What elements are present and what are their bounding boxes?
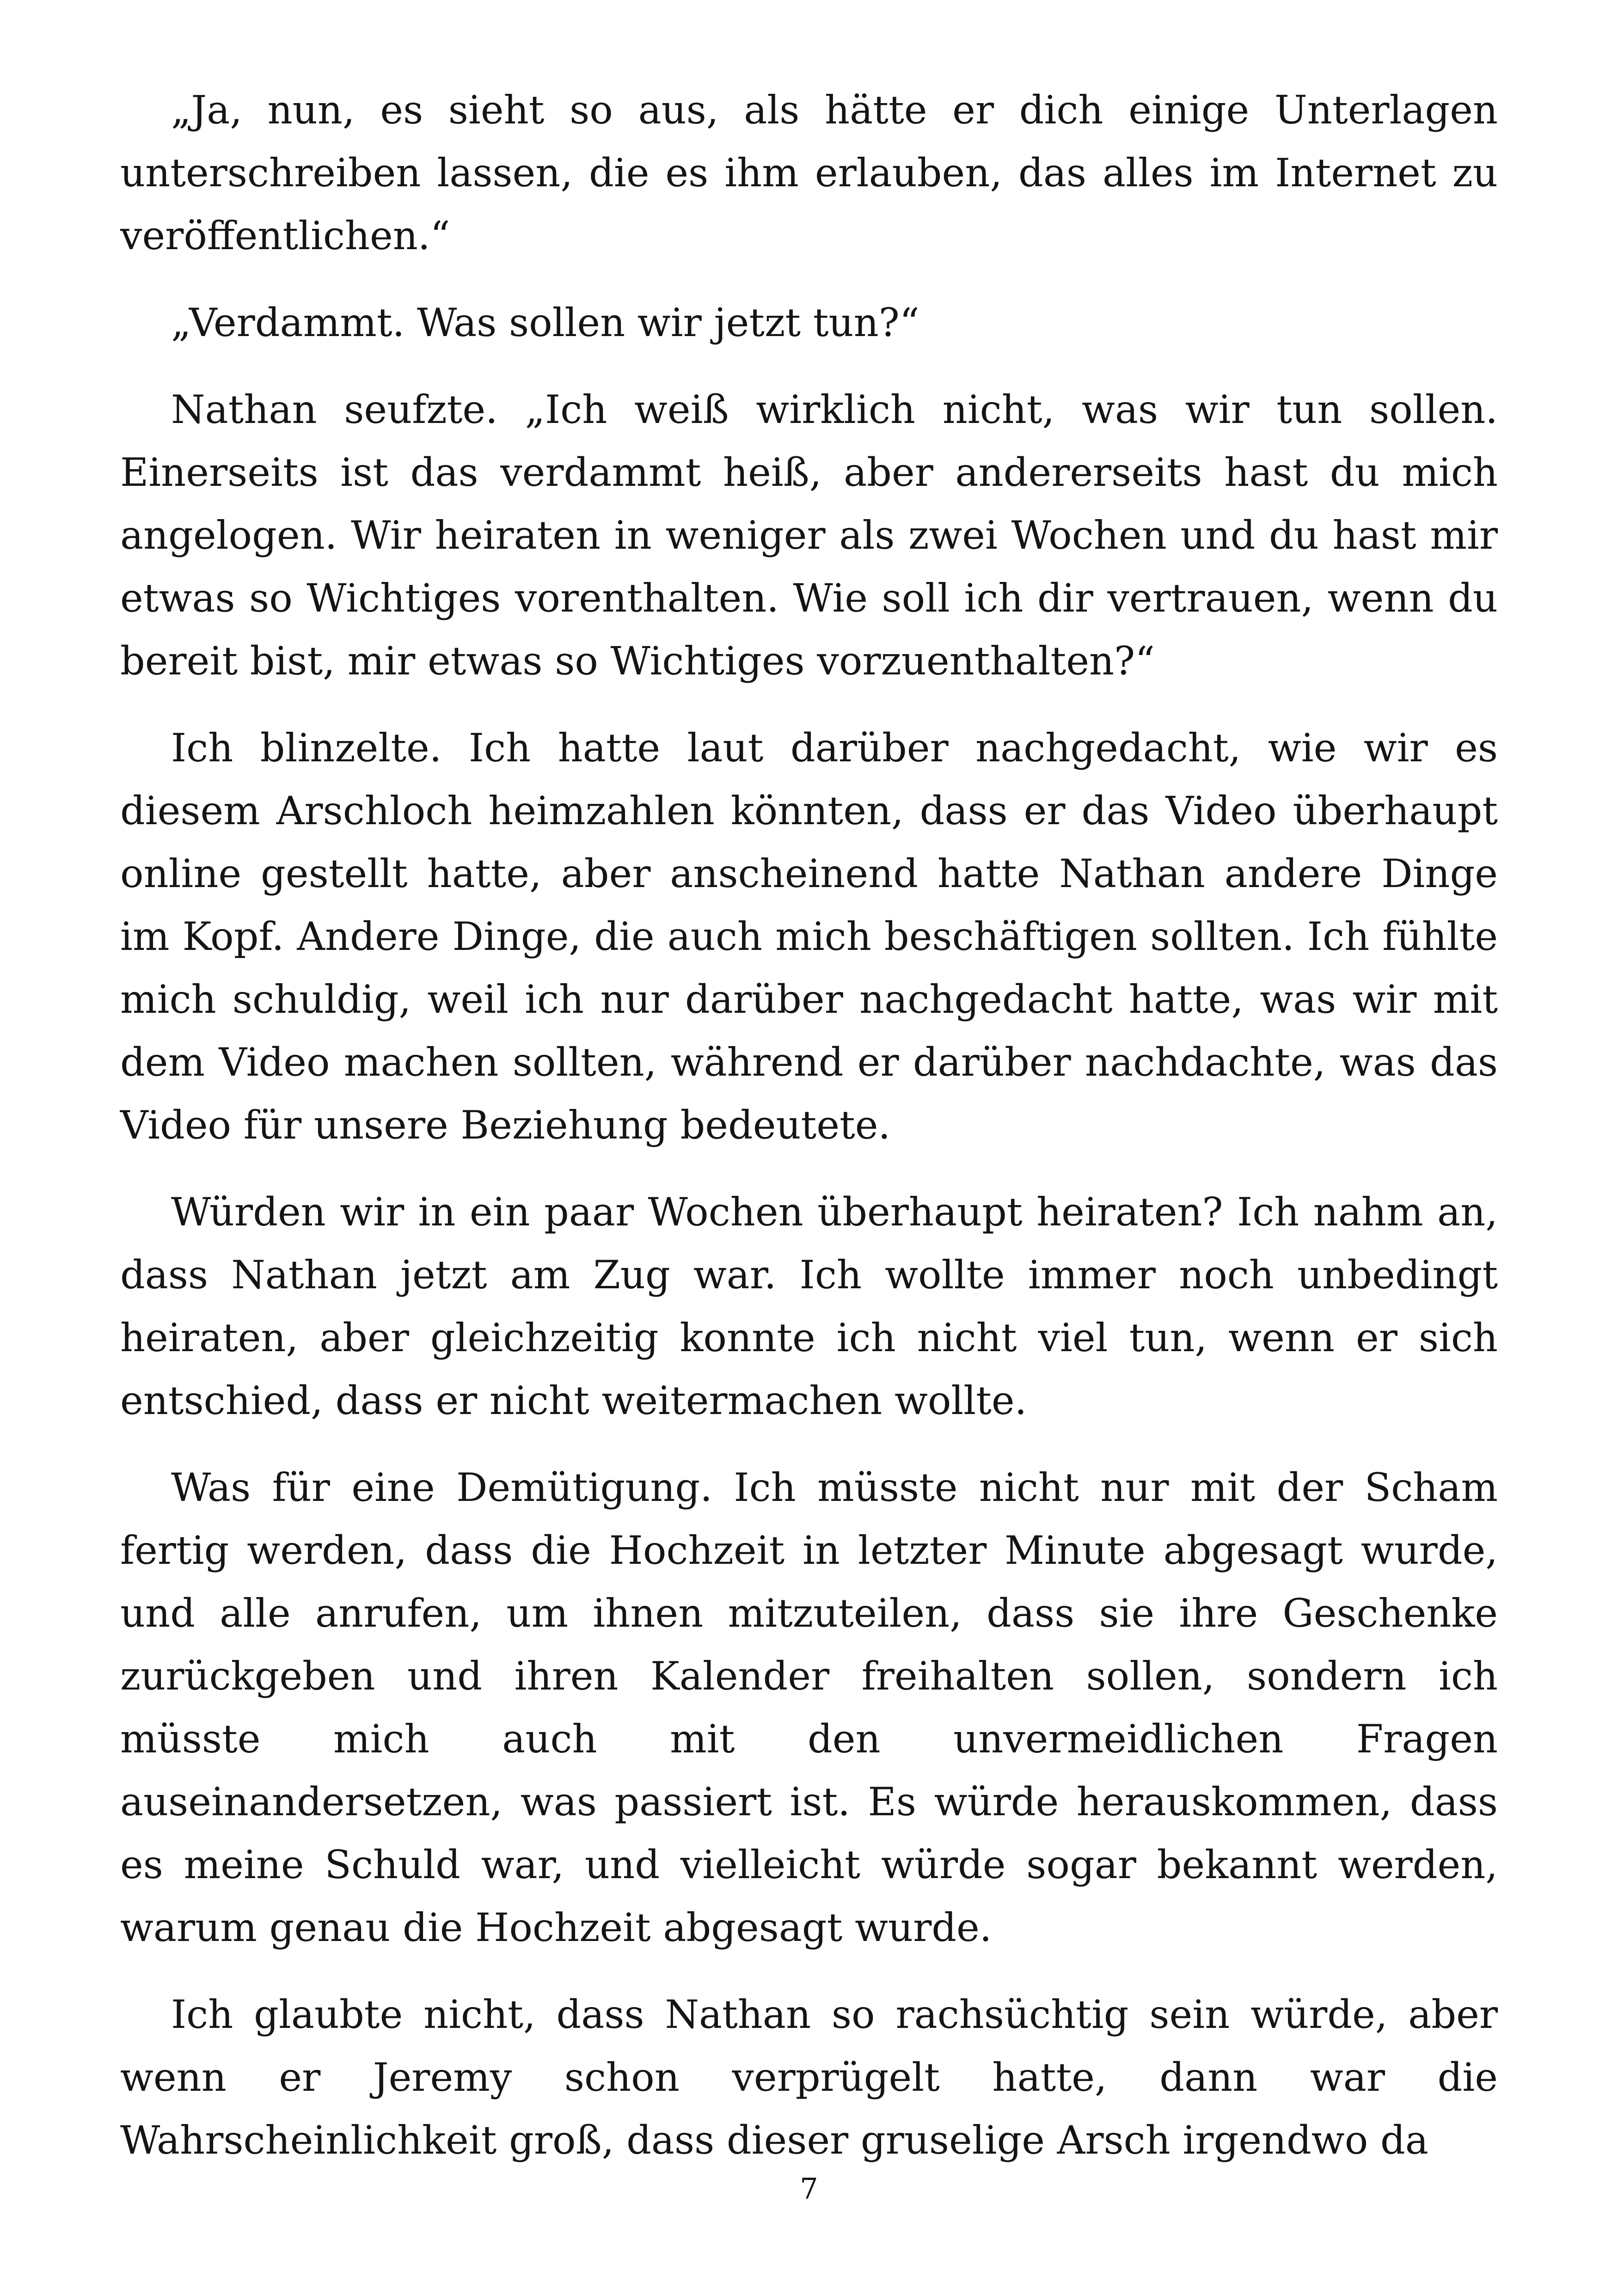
paragraph-5: Würden wir in ein paar Wochen überhaupt heiraten? Ich nahm an, dass Nathan jetzt am Zug war. Ich wollte immer noch unbedingt heiraten, aber gleichzeitig konnte ich nicht viel tun, wenn er sich entschied, dass er nicht weitermachen wollte. [120,1189,1498,1423]
page-number: 7 [800,2172,818,2205]
paragraph-6: Was für eine Demütigung. Ich müsste nicht nur mit der Scham fertig werden, dass die Hochzeit in letzter Minute abgesagt wurde, und alle anrufen, um ihnen mitzuteilen, dass sie ihre Geschenke zurückgeben und ihren Kalender freihalten sollen, sondern ich müsste mich auch mit den unvermeidlichen Fragen auseinandersetzen, was passiert ist. Es würde herauskommen, dass es meine Schuld war, und vielleicht würde sogar bekannt werden, warum genau die Hochzeit abgesagt wurde. [120,1465,1498,1950]
paragraph-4: Ich blinzelte. Ich hatte laut darüber nachgedacht, wie wir es diesem Arschloch heimzahlen könnten, dass er das Video überhaupt online gestellt hatte, aber anscheinend hatte Nathan andere Dinge im Kopf. Andere Dinge, die auch mich beschäftigen sollten. Ich fühlte mich schuldig, weil ich nur darüber nachgedacht hatte, was wir mit dem Video machen sollten, während er darüber nachdachte, was das Video für unsere Beziehung bedeutete. [120,725,1498,1148]
paragraph-3: Nathan seufzte. „Ich weiß wirklich nicht, was wir tun sollen. Einerseits ist das verdammt heiß, aber andererseits hast du mich angelogen. Wir heiraten in weniger als zwei Wochen und du hast mir etwas so Wichtiges vorenthalten. Wie soll ich dir vertrauen, wenn du bereit bist, mir etwas so Wichtiges vorzuenthalten?“ [120,387,1498,684]
paragraph-2: „Verdammt. Was sollen wir jetzt tun?“ [171,300,919,345]
book-page [120,79,1498,2251]
paragraph-7: Ich glaubte nicht, dass Nathan so rachsüchtig sein würde, aber wenn er Jeremy schon verprügelt hatte, dann war die Wahrscheinlichkeit groß, dass dieser gruselige Arsch irgendwo da [120,1992,1498,2163]
paragraph-1: „Ja, nun, es sieht so aus, als hätte er dich einige Unterlagen unterschreiben lassen, die es ihm erlauben, das alles im Internet zu veröffentlichen.“ [120,87,1498,258]
